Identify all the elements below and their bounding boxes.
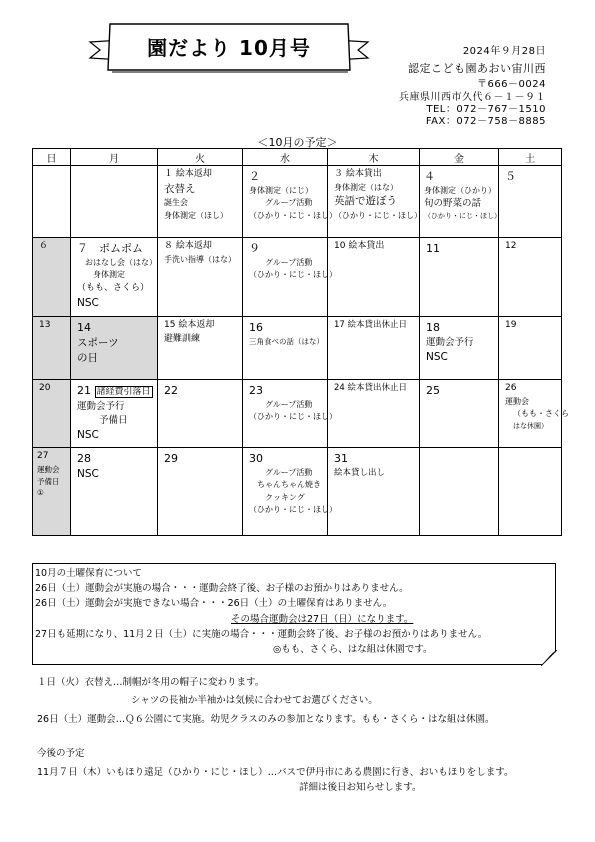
day-cell-empty (499, 448, 562, 536)
future-line: 詳細は後日お知らせします。 (299, 782, 422, 793)
day-cell (243, 380, 337, 448)
saturday-care-notice (32, 563, 556, 665)
cell-line: 諸経費引落日 (96, 387, 151, 397)
org-name: 認定こども園あおい宙川西 (408, 62, 546, 75)
cell-line: （ひかり・にじ・ほし） (249, 270, 337, 280)
info-line: シャツの長袖か半袖かは気候に合わせてお選びください。 (131, 695, 378, 706)
cell-line: 手洗い指導（はな） (164, 254, 236, 264)
cell-line: 31 (334, 452, 348, 465)
cell-line: 26 (505, 383, 517, 393)
day-cell (158, 317, 243, 380)
day-cell (71, 238, 158, 317)
cell-line: 18 (426, 321, 440, 334)
fax: FAX：072－758－8885 (425, 116, 546, 127)
cell-line: 運動会 (37, 464, 60, 474)
week-row (33, 238, 562, 317)
day-cell-sunday (33, 448, 71, 536)
week-row (33, 448, 562, 536)
cell-line: ４ (424, 170, 435, 183)
day-cell (243, 166, 337, 238)
cell-line: 24 絵本貸出休止日 (334, 383, 408, 393)
day-cell-empty (33, 166, 71, 238)
cell-line: （ひかり・にじ・ほし） (249, 505, 337, 515)
day-cell (243, 317, 328, 380)
cell-line: 絵本貸し出し (334, 468, 386, 479)
day-cell (420, 166, 499, 238)
cell-line: ６ (39, 241, 49, 251)
day-cell (243, 448, 337, 536)
notice-line: 26日（土）運動会が実施の場合・・・運動会終了後、お子様のお預かりはありません。 (35, 583, 409, 595)
calendar-caption: ＜10月の予定＞ (257, 136, 338, 149)
week-row (33, 166, 562, 238)
cell-line: NSC (77, 296, 99, 309)
day-cell-empty (420, 448, 499, 536)
day-cell (328, 448, 420, 536)
weekday-sat: 土 (499, 149, 562, 166)
cell-line: の日 (77, 352, 98, 365)
cell-line: 身体測定 (93, 270, 125, 280)
issue-date: 2024年９月28日 (462, 46, 546, 57)
day-cell (243, 238, 337, 317)
cell-line: 13 (39, 320, 51, 330)
cell-line: 16 (249, 321, 263, 334)
cell-line: NSC (426, 350, 448, 363)
cell-line: （もも・さくら (513, 409, 569, 419)
newsletter-title: 園だより 10月号 (147, 36, 311, 60)
day-cell (328, 238, 420, 317)
cell-line: NSC (77, 429, 99, 442)
cell-line: 28 (77, 452, 91, 465)
cell-line: NSC (77, 468, 99, 481)
address: 兵庫県川西市久代６－１－９１ (399, 92, 546, 103)
cell-line: はな休園） (513, 421, 548, 430)
cell-line: 旬の野菜の話 (424, 198, 482, 210)
day-cell (420, 317, 499, 380)
info-line: １日（火）衣替え…制帽が冬用の帽子に変わります。 (37, 677, 265, 688)
future-heading: 今後の予定 (37, 748, 85, 759)
cell-line: 14 (77, 321, 91, 334)
cell-line: ① (37, 488, 44, 498)
cell-line: 身体測定（ひかり） (424, 186, 496, 196)
cell-line: 運動会 (505, 396, 529, 406)
weekday-fri: 金 (420, 149, 499, 166)
cell-line: ８ 絵本返却 (164, 241, 212, 251)
cell-line: （ひかり・にじ・ほし） (424, 212, 501, 221)
notice-heading: 10月の土曜保育について (35, 568, 142, 579)
day-cell (328, 380, 420, 448)
cell-line: 29 (164, 452, 178, 465)
cell-line: 17 絵本貸出休止日 (334, 320, 408, 330)
cell-line: 27 (37, 451, 49, 461)
future-line: 11月７日（木）いもほり遠足（ひかり・にじ・ほし）…バスで伊丹市にある農園に行き、おいもほりをします。 (37, 767, 514, 778)
day-cell (158, 166, 243, 238)
week-row (33, 317, 562, 380)
day-cell (499, 238, 562, 317)
day-cell (499, 166, 562, 238)
cell-line: グループ活動 (265, 258, 313, 268)
cell-line: 身体測定（はな） (334, 182, 398, 192)
weekday-wed: 水 (243, 149, 328, 166)
day-cell (158, 448, 243, 536)
cell-line: 誕生会 (164, 198, 188, 208)
day-cell (71, 448, 158, 536)
cell-line: 英語で遊ぼう (334, 195, 397, 208)
day-cell (499, 317, 562, 380)
day-cell (420, 380, 499, 448)
cell-line: 11 (426, 242, 440, 255)
cell-line: ちゃんちゃん焼き (257, 480, 321, 490)
weekday-thu: 木 (328, 149, 420, 166)
title-banner (88, 20, 370, 76)
cell-line: （ひかり・にじ・ほし） (249, 210, 337, 220)
day-cell-holiday (71, 317, 158, 380)
cell-line: 20 (39, 383, 51, 393)
notice-line: 27日も延期になり、11月２日（土）に実施の場合・・・運動会終了後、お子様のお預かりはありません。 (35, 628, 488, 640)
weekday-mon: 月 (71, 149, 158, 166)
cell-line: ３ 絵本貸出 (334, 169, 382, 179)
october-calendar (32, 148, 569, 536)
cell-line: グループ活動 (265, 198, 313, 208)
cell-line: 22 (164, 384, 178, 397)
cell-line: ５ (505, 170, 516, 183)
day-cell-sunday (33, 238, 71, 317)
cell-line: 15 絵本返却 (164, 320, 215, 330)
cell-line: （ひかり・にじ・ほし） (249, 412, 337, 422)
cell-line: 21 (77, 384, 91, 397)
day-cell (499, 380, 569, 448)
week-row (33, 380, 562, 448)
weekday-tue: 火 (158, 149, 243, 166)
cell-line: 避難訓練 (164, 333, 201, 344)
info-line: 26日（土）運動会…Ｑ６公園にて実施。幼児クラスのみの参加となります。もも・さくら・はな組は休園。 (37, 714, 495, 725)
cell-line: 23 (249, 384, 263, 397)
day-cell (328, 166, 420, 238)
cell-line: 身体測定（にじ） (249, 186, 313, 196)
weekday-sun: 日 (33, 149, 71, 166)
day-cell-sunday (33, 380, 71, 448)
cell-line: 25 (426, 384, 440, 397)
notice-line: ◎もも、さくら、はな組は休園です。 (273, 644, 433, 656)
cell-line: （もも、さくら） (77, 282, 150, 293)
cell-line: 三角食べの話（はな） (249, 337, 324, 347)
cell-line: １ 絵本返却 (164, 169, 212, 179)
cell-line: おはなし会（はな） (85, 258, 157, 268)
cell-line: ９ (249, 242, 260, 255)
day-cell (158, 238, 243, 317)
cell-line: 身体測定（ほし） (164, 210, 228, 220)
day-cell (328, 317, 420, 380)
cell-line: グループ活動 (265, 400, 313, 410)
cell-line: 12 (505, 241, 517, 251)
day-cell-empty (71, 166, 158, 238)
cell-line: クッキング (265, 492, 305, 502)
postal-code: 〒666－0024 (476, 79, 546, 90)
notice-line: 26日（土）運動会が実施できない場合・・・26日（土）の土曜保育はありません。 (35, 598, 393, 610)
cell-line: （ひかり・にじ・ほし） (334, 210, 422, 220)
phone: TEL：072－767－1510 (426, 104, 546, 115)
weekday-header-row (33, 149, 562, 166)
page-curl-icon (541, 650, 557, 666)
cell-line: 30 (249, 452, 263, 465)
day-cell (71, 380, 158, 448)
day-cell-sunday (33, 317, 71, 380)
day-cell (420, 238, 499, 317)
cell-line: 運動会予行 (426, 337, 474, 349)
cell-line: 10 絵本貸出 (334, 241, 385, 251)
cell-line: ７ ポムポム (77, 242, 143, 255)
cell-line: 19 (505, 320, 517, 330)
cell-line: ２ (249, 170, 260, 183)
cell-line: 衣替え (164, 182, 196, 195)
cell-line: スポーツ (77, 337, 119, 350)
cell-line: グループ活動 (265, 468, 313, 478)
cell-line: 予備日 (37, 476, 60, 486)
day-cell (158, 380, 243, 448)
notice-line: その場合運動会は27日（日）になります。 (231, 613, 414, 625)
cell-line: 運動会予行 (77, 400, 125, 412)
cell-line: 予備日 (99, 414, 128, 426)
